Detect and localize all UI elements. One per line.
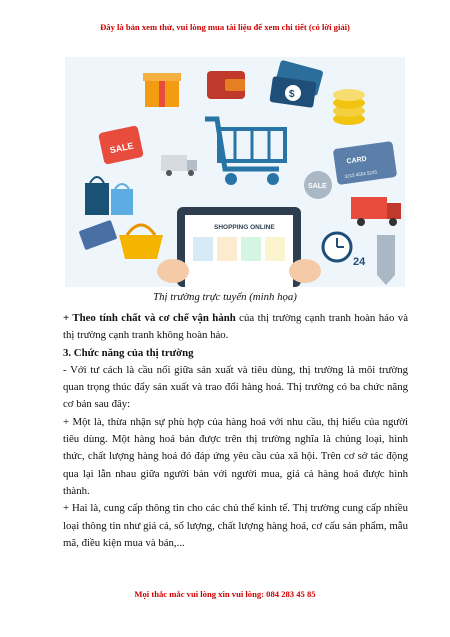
svg-text:SHOPPING ONLINE: SHOPPING ONLINE <box>214 224 275 231</box>
sale-badge-icon <box>304 171 332 199</box>
coin-stack-icon <box>333 89 365 125</box>
contact-banner: Mọi thắc mắc vui lòng xin vui lòng: 084 283 45 85 <box>134 589 316 599</box>
svg-text:SALE: SALE <box>108 140 135 156</box>
paragraph-lead: + Theo tính chất và cơ chế vận hành <box>63 312 236 324</box>
tablet-shopping-online-icon <box>177 207 301 287</box>
svg-text:CARD: CARD <box>346 155 368 166</box>
paragraph-market-types <box>63 310 408 345</box>
svg-text:$: $ <box>289 89 295 100</box>
wallet-icon <box>207 71 245 99</box>
body-text <box>63 310 408 552</box>
paragraph-function-1: + Một là, thừa nhận sự phù hợp của hàng hoá với nhu cầu, thị hiếu của người tiêu dùng. Một hàng hoá bản được trên thị trường nghĩa là chủng loại, hình thức, chất lượng hàng hoá đó đáp ứng yêu cầu của xã hội. Trên cơ sở tác động qua lại lẫn nhau giữa người bản với người mua, giá cả hàng hoá được hình thành. <box>63 415 408 497</box>
figure-caption: Thị trường trực tuyến (minh họa) <box>153 291 297 303</box>
paragraph-rest: của thị trường cạnh tranh hoàn hảo và thị trường cạnh tranh không hoàn hảo. <box>63 312 409 342</box>
price-tag-icon <box>377 235 395 285</box>
gift-box-icon <box>143 73 181 107</box>
paragraph-market-role: - Với tư cách là cầu nối giữa sản xuất và tiêu dùng, thị trường là môi trường quan trọng thúc đẩy sản xuất và trao đổi hàng hoá. Thị trường có ba chức năng cơ bản sau đây: <box>63 363 408 411</box>
svg-text:24: 24 <box>353 256 366 268</box>
paragraph-function-2: + Hai là, cung cấp thông tin cho các chủ thể kinh tế. Thị trường cung cấp nhiều loại thông tin như giá cả, số lượng, chất lượng hàng hoá, cơ cấu sản phẩm, mẫu mã, điều kiện mua và bán,... <box>63 502 408 549</box>
svg-text:3215 4554 5225: 3215 4554 5225 <box>344 169 378 179</box>
preview-notice-banner: Đây là bản xem thử, vui lòng mua tài liệu để xem chi tiết (có lời giải) <box>100 22 350 32</box>
svg-text:SALE: SALE <box>308 183 327 190</box>
online-market-illustration <box>65 57 405 287</box>
section-heading: 3. Chức năng của thị trường <box>63 346 194 359</box>
